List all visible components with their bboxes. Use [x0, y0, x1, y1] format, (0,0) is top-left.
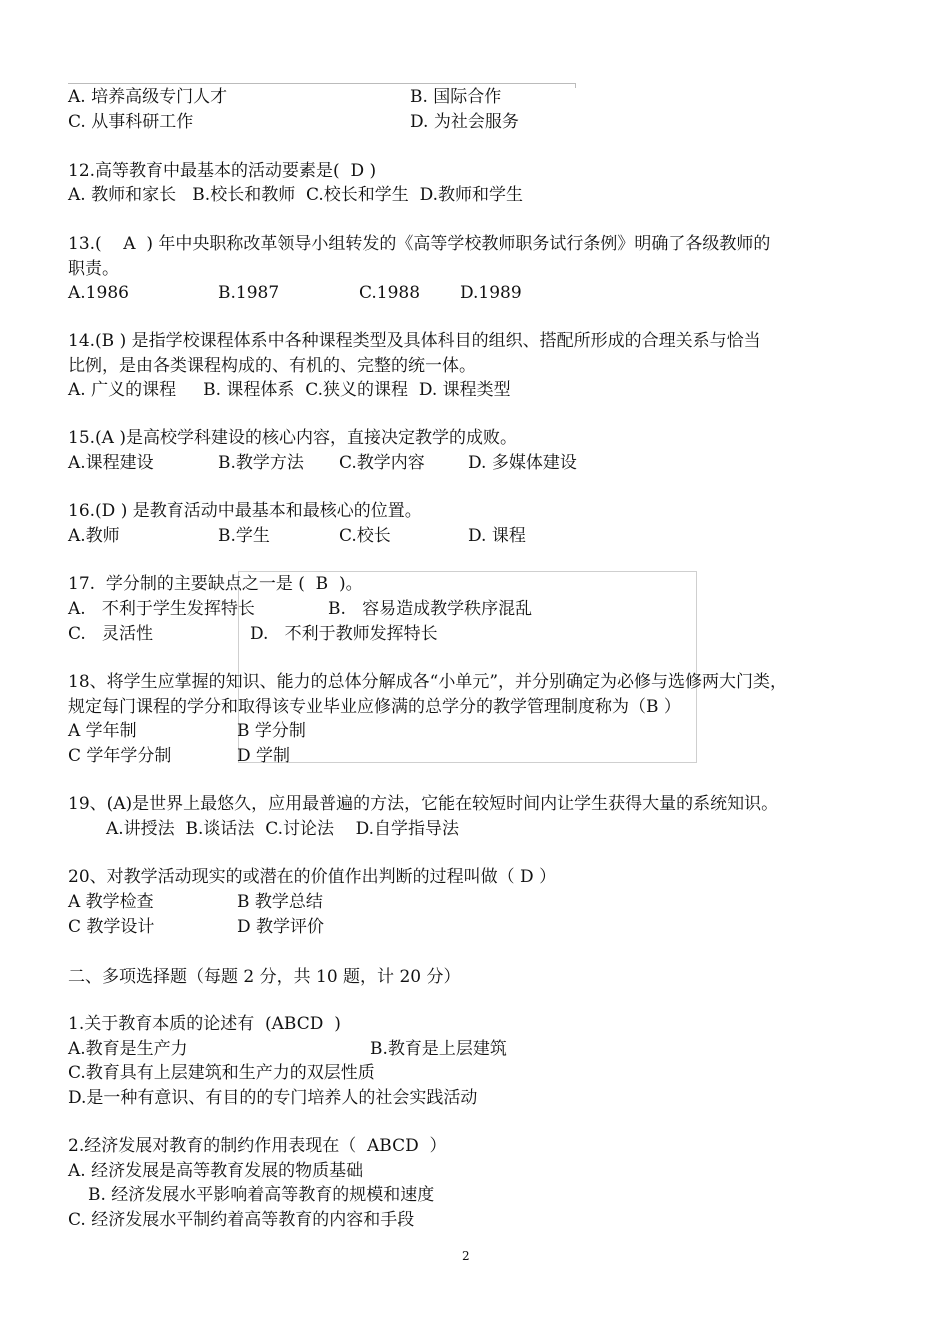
text-line: C.教学内容 [339, 453, 425, 473]
text-line: A. 教师和家长 B.校长和教师 C.校长和学生 D.教师和学生 [68, 185, 524, 205]
text-line: A 学年制 [68, 721, 137, 741]
text-line: 16.(D ) 是教育活动中最基本和最核心的位置。 [68, 501, 422, 521]
text-line: C. 灵活性 [68, 624, 154, 644]
text-line: 2.经济发展对教育的制约作用表现在（ ABCD ） [68, 1136, 447, 1156]
top-rule-tick [575, 83, 576, 88]
text-line: B. 容易造成教学秩序混乱 [328, 599, 533, 619]
text-line: A. 广义的课程 B. 课程体系 C.狭义的课程 D. 课程类型 [68, 380, 511, 400]
text-line: 15.(A )是高校学科建设的核心内容，直接决定教学的成败。 [68, 428, 517, 448]
text-line: 职责。 [68, 259, 119, 279]
text-line: C.教育具有上层建筑和生产力的双层性质 [68, 1063, 375, 1083]
text-line: C.1988 [359, 283, 421, 303]
text-line: A. 培养高级专门人才 [68, 87, 228, 107]
text-line: B.学生 [218, 526, 270, 546]
text-line: C 学年学分制 [68, 746, 172, 766]
text-line: A.1986 [68, 283, 129, 303]
text-line: A. 不利于学生发挥特长 [68, 599, 255, 619]
text-line: 18、将学生应掌握的知识、能力的总体分解成各“小单元”，并分别确定为必修与选修两大门类， [68, 672, 788, 692]
text-line: D.是一种有意识、有目的的专门培养人的社会实践活动 [68, 1088, 478, 1108]
text-line: A.教师 [68, 526, 120, 546]
text-line: C. 从事科研工作 [68, 112, 194, 132]
text-line: D. 不利于教师发挥特长 [250, 624, 438, 644]
text-line: D. 为社会服务 [410, 112, 519, 132]
text-line: A. 经济发展是高等教育发展的物质基础 [68, 1161, 364, 1181]
text-line: B 学分制 [237, 721, 306, 741]
page-number: 2 [462, 1249, 470, 1263]
text-line: C.校长 [339, 526, 391, 546]
text-line: B.1987 [218, 283, 280, 303]
text-line: D 学制 [237, 746, 291, 766]
text-line: 17. 学分制的主要缺点之一是 ( B )。 [68, 574, 363, 594]
text-line: D 教学评价 [237, 917, 325, 937]
text-line: D.1989 [460, 283, 522, 303]
text-line: 比例，是由各类课程构成的、有机的、完整的统一体。 [68, 356, 476, 376]
text-line: B. 国际合作 [410, 87, 502, 107]
text-line: 13.( A ) 年中央职称改革领导小组转发的《高等学校教师职务试行条例》明确了各级教师的 [68, 234, 771, 254]
text-line: A 教学检查 [68, 892, 154, 912]
text-line: A.教育是生产力 [68, 1039, 188, 1059]
text-line: 1.关于教育本质的论述有 (ABCD ) [68, 1014, 341, 1034]
text-line: C 教学设计 [68, 917, 155, 937]
text-line: B.教育是上层建筑 [370, 1039, 507, 1059]
text-line: 19、(A)是世界上最悠久，应用最普遍的方法，它能在较短时间内让学生获得大量的系统知识。 [68, 794, 779, 814]
top-rule [68, 83, 576, 84]
text-line: 14.(B ) 是指学校课程体系中各种课程类型及具体科目的组织、搭配所形成的合理关系与恰当 [68, 331, 761, 351]
text-line: D. 多媒体建设 [468, 453, 577, 473]
text-line: B. 经济发展水平影响着高等教育的规模和速度 [88, 1185, 435, 1205]
text-line: 20、对教学活动现实的或潜在的价值作出判断的过程叫做（ D ） [68, 867, 557, 887]
text-line: C. 经济发展水平制约着高等教育的内容和手段 [68, 1210, 415, 1230]
text-line: A.讲授法 B.谈话法 C.讨论法 D.自学指导法 [106, 819, 460, 839]
text-line: 规定每门课程的学分和取得该专业毕业应修满的总学分的教学管理制度称为（B ） [68, 697, 681, 717]
text-line: A.课程建设 [68, 453, 154, 473]
text-line: D. 课程 [468, 526, 526, 546]
text-line: 二、多项选择题（每题 2 分，共 10 题，计 20 分） [68, 967, 461, 987]
text-line: B 教学总结 [237, 892, 323, 912]
text-line: 12.高等教育中最基本的活动要素是( D ) [68, 161, 377, 181]
text-line: B.教学方法 [218, 453, 304, 473]
